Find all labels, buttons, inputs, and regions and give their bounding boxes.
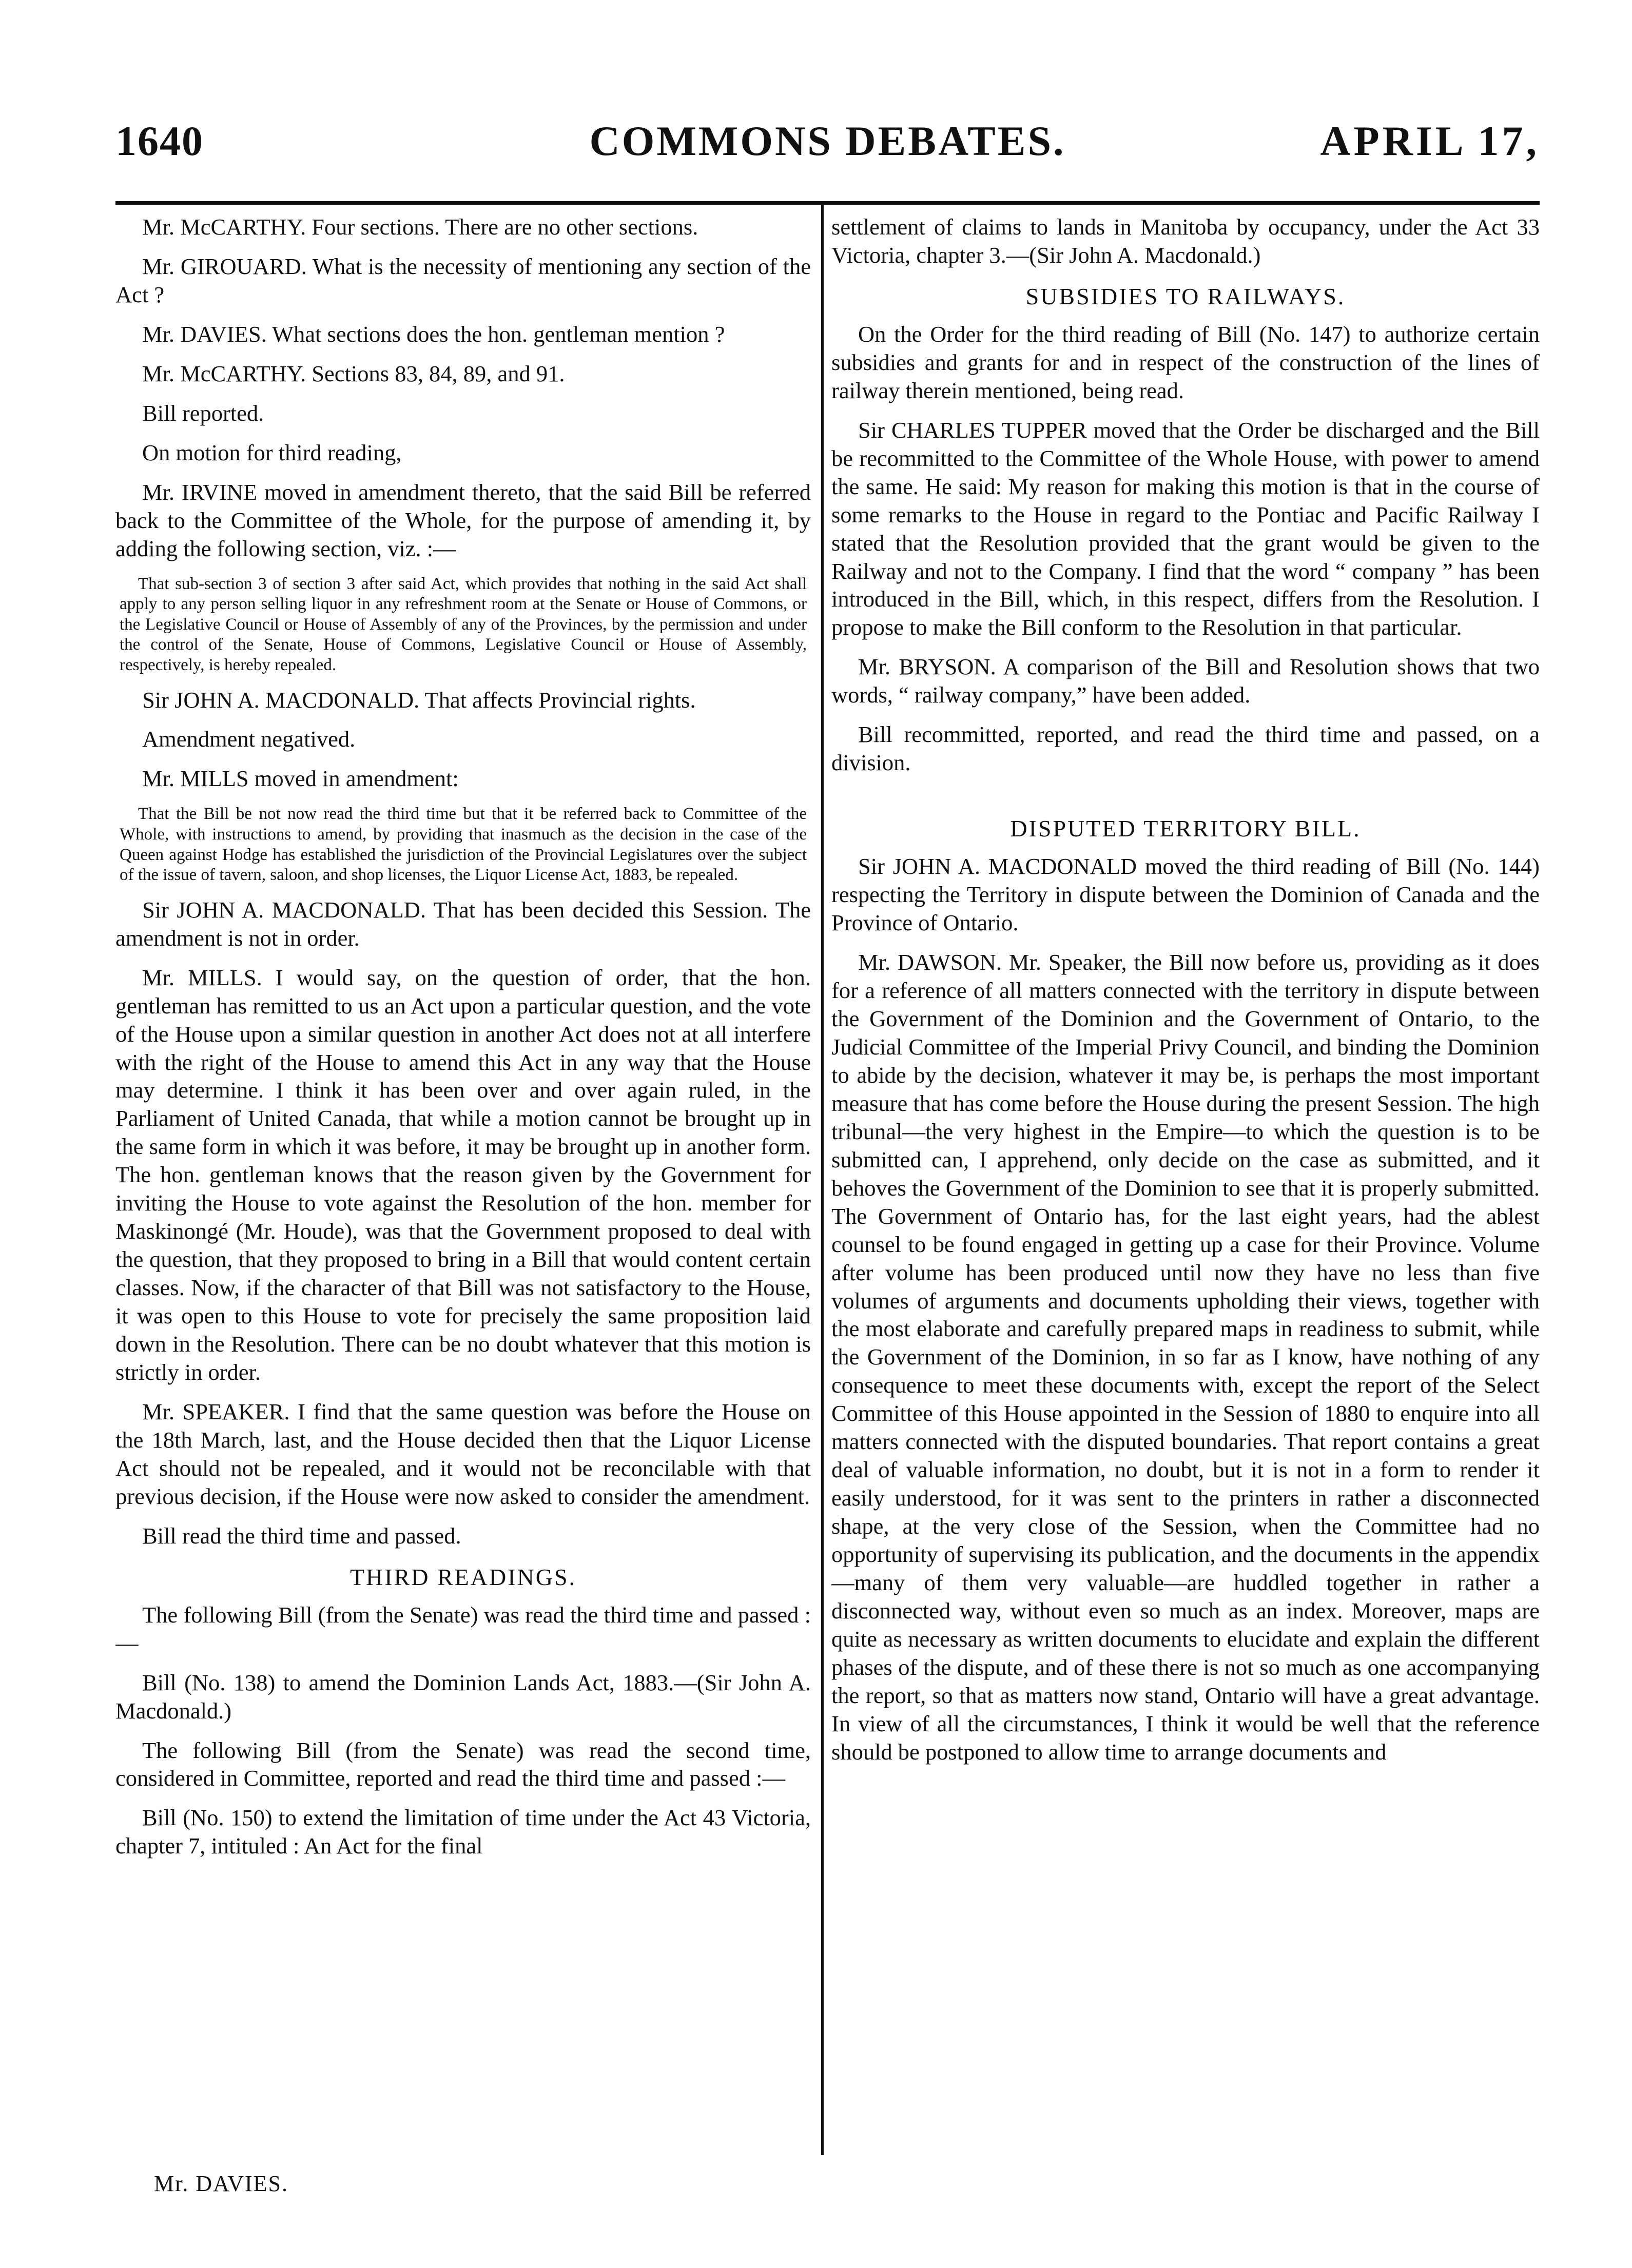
paragraph: Sir JOHN A. MACDONALD. That affects Provincial rights.	[142, 687, 696, 713]
quoted-motion: That sub-section 3 of section 3 after said Act, which provides that nothing in the said Act shall apply to any person selling liquor in any refreshment room at the Senate or House of Commons, or the Legislative Council or House of Assembly of any of the Provinces, by the permission and under the control of the Senate, House of Commons, Legislative Council or House of Assembly, respectively, is hereby repealed.	[120, 574, 807, 674]
paragraph: Sir JOHN A. MACDONALD moved the third reading of Bill (No. 144) respecting the Territory in dispute between the Dominion of Canada and the Province of Ontario.	[831, 853, 1540, 936]
footer-speaker: Mr. DAVIES.	[154, 2171, 289, 2196]
header-date: APRIL 17,	[1320, 118, 1540, 164]
page-number: 1640	[115, 118, 204, 164]
section-heading: DISPUTED TERRITORY BILL.	[1010, 815, 1361, 842]
paragraph: Amendment negatived.	[142, 726, 356, 752]
paragraph: Sir JOHN A. MACDONALD. That has been decided this Session. The amendment is not in order.	[115, 896, 811, 951]
section-gap	[831, 788, 1540, 801]
paragraph: The following Bill (from the Senate) was read the second time, considered in Committee, reported and read the third time and passed :—	[115, 1737, 811, 1791]
paragraph: Mr. SPEAKER. I find that the same question was before the House on the 18th March, last, and the House decided then that the Liquor License Act should not be repealed, and it would not be reconcilable with that previous decision, if the House were now asked to consider the amendment.	[115, 1398, 811, 1509]
quoted-motion: That the Bill be not now read the third time but that it be referred back to Committee of the Whole, with instructions to amend, by providing that inasmuch as the decision in the case of the Queen against Hodge has established the jurisdiction of the Provincial Legislatures over the subject of the issue of tavern, saloon, and shop licenses, the Liquor License Act, 1883, be repealed.	[120, 805, 807, 885]
paragraph: Sir CHARLES TUPPER moved that the Order be discharged and the Bill be recommitted to the Committee of the Whole House, with power to amend the same. He said: My reason for making this motion is that in the course of some remarks to the House in regard to the Pontiac and Pacific Railway I stated that the Resolution provided that the grant would be given to the Railway and not to the Company. I find that the word “ company ” has been introduced in the Bill, which, in this respect, differs from the Resolution. I propose to make the Bill conform to the Resolution in that particular.	[831, 417, 1540, 640]
paragraph: settlement of claims to lands in Manitoba by occupancy, under the Act 33 Victoria, chapter 3.—(Sir John A. Macdonald.)	[831, 214, 1540, 268]
paragraph: Mr. DAVIES. What sections does the hon. gentleman mention ?	[142, 321, 725, 347]
column-divider	[821, 205, 824, 2155]
paragraph: Mr. GIROUARD. What is the necessity of mentioning any section of the Act ?	[115, 253, 811, 307]
paragraph: Mr. McCARTHY. Four sections. There are no other sections.	[142, 214, 698, 240]
paragraph: On the Order for the third reading of Bill (No. 147) to authorize certain subsidies and grants for and in respect of the construction of the lines of railway therein mentioned, being read.	[831, 321, 1540, 403]
paragraph: Mr. MILLS moved in amendment:	[142, 766, 459, 792]
paragraph: Bill recommitted, reported, and read the third time and passed, on a division.	[831, 721, 1540, 776]
header-rule	[115, 201, 1540, 205]
paragraph: Mr. McCARTHY. Sections 83, 84, 89, and 91.	[142, 360, 565, 386]
section-heading: SUBSIDIES TO RAILWAYS.	[1025, 283, 1346, 309]
paragraph: On motion for third reading,	[142, 439, 402, 465]
paragraph: Bill read the third time and passed.	[142, 1522, 461, 1549]
paragraph: The following Bill (from the Senate) was read the third time and passed :—	[115, 1601, 811, 1656]
paragraph: Mr. DAWSON. Mr. Speaker, the Bill now before us, providing as it does for a reference of all matters connected with the territory in dispute between the Government of the Dominion and the Government of Ontario, to the Judicial Committee of the Imperial Privy Council, and binding the Dominion to abide by the decision, whatever it may be, is perhaps the most important measure that has come before the House during the present Session. The high tribunal—the very highest in the Empire—to which the question is to be submitted can, I apprehend, only decide on the case as submitted, and it behoves the Government of the Dominion to see that it is properly submitted. The Government of Ontario has, for the last eight years, had the ablest counsel to be found engaged in getting up a case for their Province. Volume after volume has been produced until now they have no less than five volumes of arguments and documents upholding their views, together with the most elaborate and carefully prepared maps in readiness to submit, while the Government of the Dominion, in so far as I know, have nothing of any consequence to meet these documents with, except the report of the Select Committee of this House appointed in the Session of 1880 to enquire into all matters connected with the disputed boundaries. That report contains a great deal of valuable information, no doubt, but it is not in a form to render it easily understood, for it was sent to the printers in rather a disconnected shape, at the very close of the Session, when the Committee had no opportunity of supervising its publication, and the documents in the appendix—many of them very valuable—are huddled together in rather a disconnected way, without even so much as an index. Moreover, maps are quite as necessary as written documents to elucidate and explain the different phases of the dispute, and of these there is not so much as one accompanying the report, so that as matters now stand, Ontario will have a great advantage. In view of all the circumstances, I think it would be well that the reference should be postponed to allow time to arrange documents and	[831, 949, 1540, 1765]
running-title: COMMONS DEBATES.	[589, 118, 1066, 164]
paragraph: Bill (No. 138) to amend the Dominion Lands Act, 1883.—(Sir John A. Macdonald.)	[115, 1669, 811, 1724]
section-heading: THIRD READINGS.	[349, 1563, 577, 1590]
paragraph: Bill reported.	[142, 400, 264, 426]
paragraph: Mr. BRYSON. A comparison of the Bill and Resolution shows that two words, “ railway company,” have been added.	[831, 654, 1540, 708]
paragraph: Mr. IRVINE moved in amendment thereto, that the said Bill be referred back to the Committee of the Whole, for the purpose of amending it, by adding the following section, viz. :—	[115, 479, 811, 561]
left-column	[115, 213, 811, 2183]
paragraph: Bill (No. 150) to extend the limitation of time under the Act 43 Victoria, chapter 7, intituled : An Act for the final	[115, 1805, 811, 1859]
page-header	[115, 117, 1540, 184]
paragraph: Mr. MILLS. I would say, on the question of order, that the hon. gentleman has remitted to us an Act upon a particular question, and the vote of the House upon a similar question in another Act does not at all interfere with the right of the House to amend this Act in any way that the House may determine. I think it has been over and over again ruled, in the Parliament of United Canada, that while a motion cannot be brought up in the same form in which it was before, it may be brought up in another form. The hon. gentleman knows that the reason given by the Government for inviting the House to vote against the Resolution of the hon. member for Maskinongé (Mr. Houde), was that the Government proposed to deal with the question, that they proposed to bring in a Bill that would content certain classes. Now, if the character of that Bill was not satisfactory to the House, it was open to this House to vote for precisely the same proposition laid down in the Resolution. There can be no doubt whatever that this motion is strictly in order.	[115, 964, 811, 1385]
right-column	[831, 213, 1540, 2245]
